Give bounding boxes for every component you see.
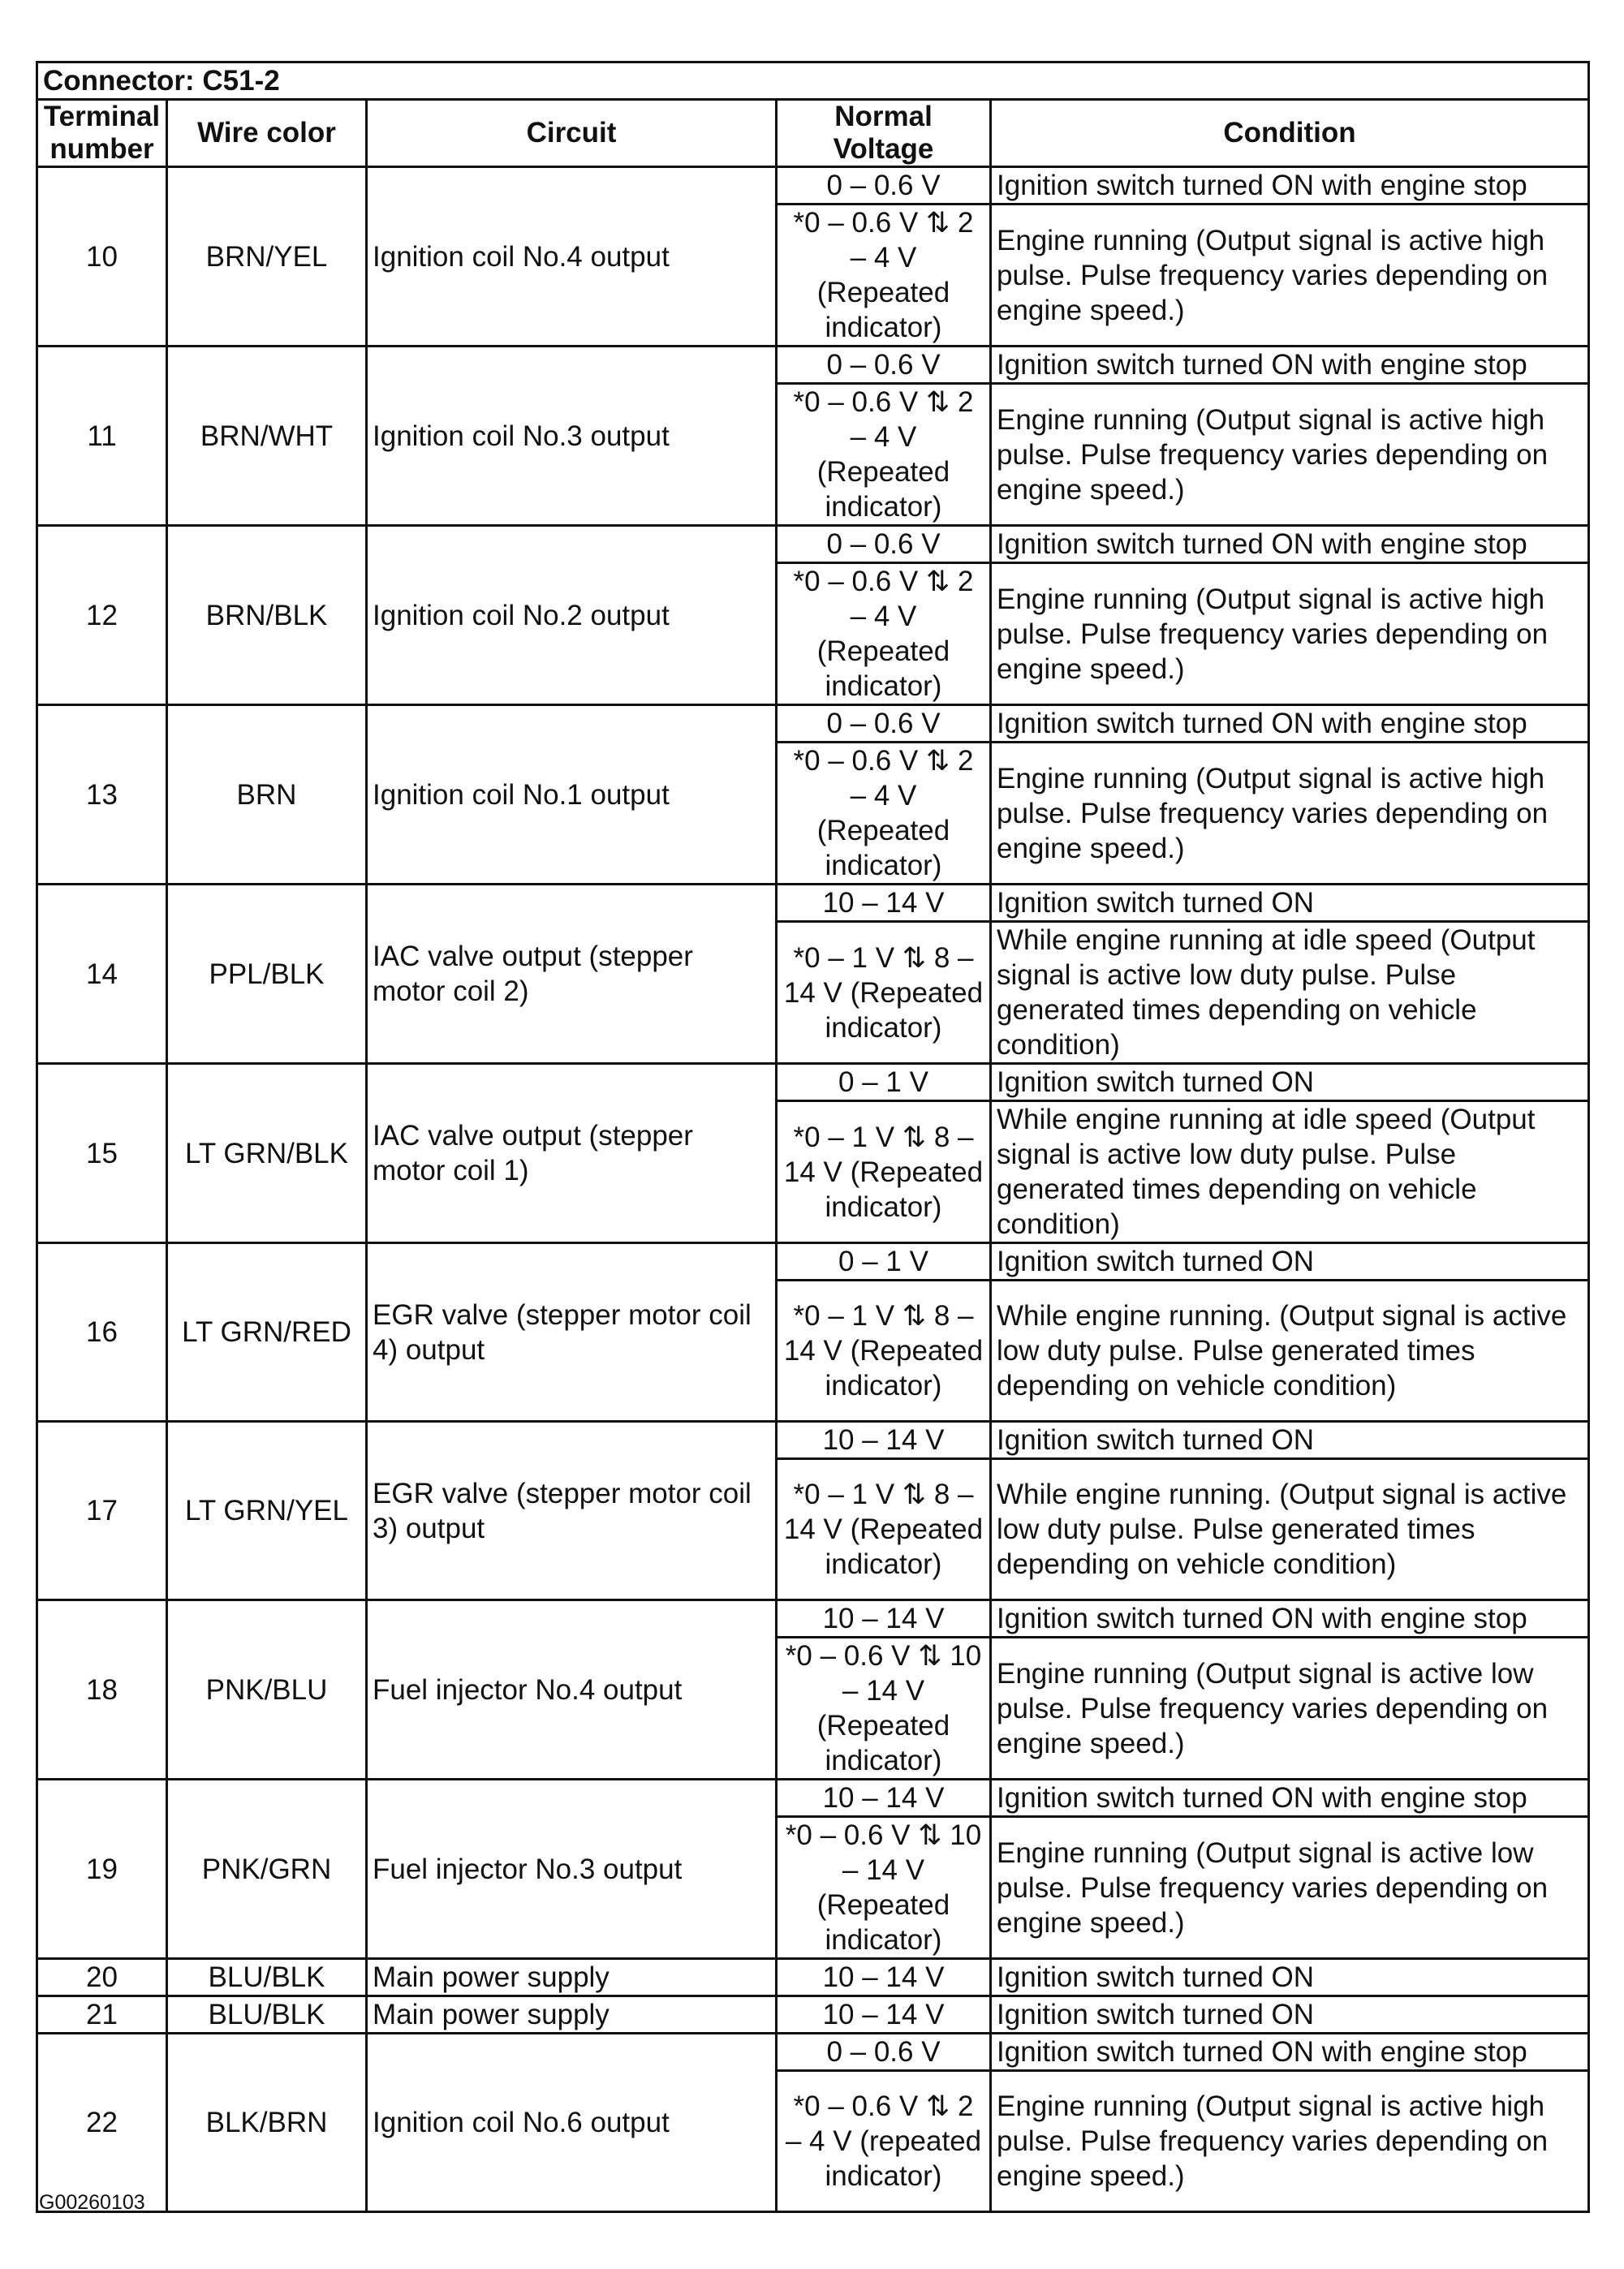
voltage-cell: 0 – 1 V [777, 1243, 991, 1281]
wire-color-cell: BRN/WHT [167, 347, 367, 526]
voltage-cell: *0 – 0.6 V ⇅ 2 – 4 V (Repeated indicator) [777, 743, 991, 885]
header-terminal: Terminal number [37, 100, 167, 167]
condition-cell: Ignition switch turned ON with engine stop [991, 1780, 1589, 1817]
voltage-cell: 10 – 14 V [777, 1959, 991, 1996]
table-row [37, 1996, 1589, 2034]
circuit-cell: EGR valve (stepper motor coil 3) output [367, 1422, 777, 1600]
voltage-cell: *0 – 0.6 V ⇅ 2 – 4 V (repeated indicator) [777, 2071, 991, 2212]
circuit-cell: Ignition coil No.4 output [367, 167, 777, 347]
condition-cell: Engine running (Output signal is active high pulse. Pulse frequency varies depending on engine speed.) [991, 743, 1589, 885]
voltage-cell: *0 – 0.6 V ⇅ 10 – 14 V (Repeated indicator) [777, 1638, 991, 1780]
condition-cell: Ignition switch turned ON with engine stop [991, 705, 1589, 743]
circuit-cell: IAC valve output (stepper motor coil 2) [367, 885, 777, 1064]
connector-row [37, 62, 1589, 100]
condition-cell: While engine running at idle speed (Output signal is active low duty pulse. Pulse generated times depending on vehicle condition) [991, 922, 1589, 1064]
condition-cell: Engine running (Output signal is active low pulse. Pulse frequency varies depending on engine speed.) [991, 1638, 1589, 1780]
table-row [37, 526, 1589, 563]
table-body [37, 167, 1589, 2212]
wire-color-cell: LT GRN/YEL [167, 1422, 367, 1600]
voltage-cell: 0 – 0.6 V [777, 167, 991, 205]
condition-cell: Ignition switch turned ON [991, 1996, 1589, 2034]
header-normal-voltage: Normal Voltage [777, 100, 991, 167]
terminal-cell: 18 [37, 1600, 167, 1780]
condition-cell: Ignition switch turned ON with engine stop [991, 526, 1589, 563]
table-row [37, 1600, 1589, 1638]
condition-cell: Ignition switch turned ON with engine stop [991, 347, 1589, 384]
connector-table [36, 61, 1590, 2213]
terminal-cell: 11 [37, 347, 167, 526]
terminal-cell: 10 [37, 167, 167, 347]
header-wire-color: Wire color [167, 100, 367, 167]
table-row [37, 1780, 1589, 1817]
header-circuit: Circuit [367, 100, 777, 167]
condition-cell: Ignition switch turned ON with engine stop [991, 1600, 1589, 1638]
voltage-cell: 0 – 0.6 V [777, 347, 991, 384]
table-row [37, 705, 1589, 743]
wire-color-cell: BLK/BRN [167, 2034, 367, 2212]
voltage-cell: *0 – 1 V ⇅ 8 – 14 V (Repeated indicator) [777, 1101, 991, 1243]
wire-color-cell: PNK/GRN [167, 1780, 367, 1959]
condition-cell: Engine running (Output signal is active high pulse. Pulse frequency varies depending on engine speed.) [991, 205, 1589, 347]
circuit-cell: Fuel injector No.4 output [367, 1600, 777, 1780]
wire-color-cell: LT GRN/BLK [167, 1064, 367, 1243]
figure-code: G00260103 [39, 2191, 145, 2214]
wire-color-cell: BRN/YEL [167, 167, 367, 347]
circuit-cell: Main power supply [367, 1959, 777, 1996]
voltage-cell: *0 – 1 V ⇅ 8 – 14 V (Repeated indicator) [777, 922, 991, 1064]
condition-cell: Ignition switch turned ON with engine stop [991, 167, 1589, 205]
table-row [37, 167, 1589, 205]
wire-color-cell: BRN/BLK [167, 526, 367, 705]
table-row [37, 2034, 1589, 2071]
voltage-cell: *0 – 0.6 V ⇅ 2 – 4 V (Repeated indicator) [777, 563, 991, 705]
terminal-cell: 17 [37, 1422, 167, 1600]
condition-cell: Ignition switch turned ON [991, 1959, 1589, 1996]
voltage-cell: 10 – 14 V [777, 1600, 991, 1638]
voltage-cell: 10 – 14 V [777, 885, 991, 922]
circuit-cell: Fuel injector No.3 output [367, 1780, 777, 1959]
circuit-cell: Ignition coil No.2 output [367, 526, 777, 705]
connector-label: Connector: C51-2 [37, 62, 1589, 100]
condition-cell: Ignition switch turned ON [991, 1422, 1589, 1459]
circuit-cell: Ignition coil No.1 output [367, 705, 777, 885]
condition-cell: Ignition switch turned ON [991, 1243, 1589, 1281]
condition-cell: Engine running (Output signal is active low pulse. Pulse frequency varies depending on engine speed.) [991, 1817, 1589, 1959]
table-row [37, 1243, 1589, 1281]
condition-cell: Ignition switch turned ON [991, 1064, 1589, 1101]
voltage-cell: *0 – 0.6 V ⇅ 10 – 14 V (Repeated indicator) [777, 1817, 991, 1959]
terminal-cell: 19 [37, 1780, 167, 1959]
voltage-cell: 0 – 0.6 V [777, 2034, 991, 2071]
voltage-cell: 10 – 14 V [777, 1996, 991, 2034]
wire-color-cell: BLU/BLK [167, 1996, 367, 2034]
terminal-cell: 22 [37, 2034, 167, 2212]
circuit-cell: IAC valve output (stepper motor coil 1) [367, 1064, 777, 1243]
condition-cell: While engine running. (Output signal is active low duty pulse. Pulse generated times depending on vehicle condition) [991, 1281, 1589, 1422]
wire-color-cell: LT GRN/RED [167, 1243, 367, 1422]
table-row [37, 885, 1589, 922]
terminal-cell: 16 [37, 1243, 167, 1422]
condition-cell: Engine running (Output signal is active high pulse. Pulse frequency varies depending on engine speed.) [991, 384, 1589, 526]
condition-cell: Ignition switch turned ON [991, 885, 1589, 922]
wire-color-cell: BLU/BLK [167, 1959, 367, 1996]
wire-color-cell: BRN [167, 705, 367, 885]
circuit-cell: Main power supply [367, 1996, 777, 2034]
condition-cell: Engine running (Output signal is active high pulse. Pulse frequency varies depending on engine speed.) [991, 563, 1589, 705]
circuit-cell: Ignition coil No.6 output [367, 2034, 777, 2212]
circuit-cell: Ignition coil No.3 output [367, 347, 777, 526]
voltage-cell: 0 – 1 V [777, 1064, 991, 1101]
header-row [37, 100, 1589, 167]
terminal-cell: 12 [37, 526, 167, 705]
voltage-cell: *0 – 1 V ⇅ 8 – 14 V (Repeated indicator) [777, 1281, 991, 1422]
condition-cell: Ignition switch turned ON with engine stop [991, 2034, 1589, 2071]
condition-cell: While engine running. (Output signal is active low duty pulse. Pulse generated times depending on vehicle condition) [991, 1459, 1589, 1600]
voltage-cell: 10 – 14 V [777, 1780, 991, 1817]
wire-color-cell: PPL/BLK [167, 885, 367, 1064]
circuit-cell: EGR valve (stepper motor coil 4) output [367, 1243, 777, 1422]
voltage-cell: 0 – 0.6 V [777, 705, 991, 743]
voltage-cell: *0 – 0.6 V ⇅ 2 – 4 V (Repeated indicator) [777, 384, 991, 526]
voltage-cell: 10 – 14 V [777, 1422, 991, 1459]
voltage-cell: *0 – 1 V ⇅ 8 – 14 V (Repeated indicator) [777, 1459, 991, 1600]
table-row [37, 1959, 1589, 1996]
terminal-cell: 21 [37, 1996, 167, 2034]
header-condition: Condition [991, 100, 1589, 167]
condition-cell: Engine running (Output signal is active high pulse. Pulse frequency varies depending on engine speed.) [991, 2071, 1589, 2212]
terminal-cell: 14 [37, 885, 167, 1064]
condition-cell: While engine running at idle speed (Output signal is active low duty pulse. Pulse generated times depending on vehicle condition) [991, 1101, 1589, 1243]
wire-color-cell: PNK/BLU [167, 1600, 367, 1780]
table-row [37, 347, 1589, 384]
terminal-cell: 15 [37, 1064, 167, 1243]
voltage-cell: *0 – 0.6 V ⇅ 2 – 4 V (Repeated indicator) [777, 205, 991, 347]
table-row [37, 1064, 1589, 1101]
table-row [37, 1422, 1589, 1459]
terminal-cell: 20 [37, 1959, 167, 1996]
voltage-cell: 0 – 0.6 V [777, 526, 991, 563]
terminal-cell: 13 [37, 705, 167, 885]
